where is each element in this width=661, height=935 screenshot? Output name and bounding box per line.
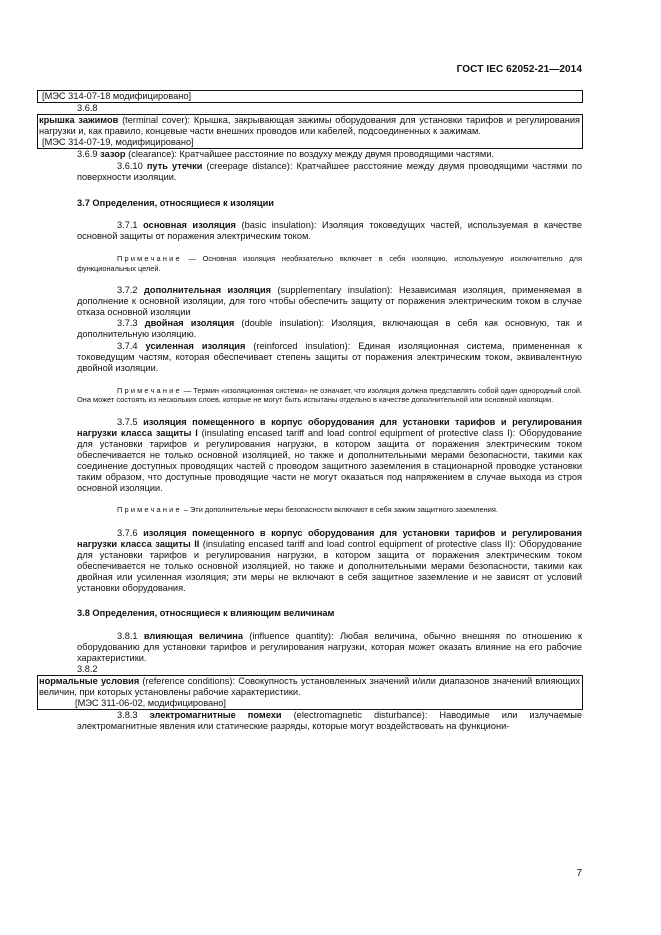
note-label: Примечание xyxy=(117,254,182,264)
definition-text: (insulating encased tariff and load control equipment of protective class II): Оборудование для установки тарифов и регулирования нагрузки, в котором защита от поражения электрическим током обеспечивается не только основной изоляцией, но также и дополнительными мерами безопасности, такими как двойная или усиленная изоляция; эти меры не включают в себя защитное заземление и не зависят от условий установки оборудования. xyxy=(77,539,582,594)
clause-number: 3.7.5 xyxy=(117,416,144,427)
definition-class-i xyxy=(77,417,582,495)
definition-electromagnetic-disturbance xyxy=(77,710,582,732)
term: дополнительная изоляция xyxy=(144,285,272,296)
clause-number: 3.7.4 xyxy=(117,340,146,351)
term: зазор xyxy=(100,149,126,160)
clause-number: 3.8.1 xyxy=(117,630,144,641)
term: нормальные условия xyxy=(39,675,140,686)
boxed-definition-terminal-cover xyxy=(37,114,583,149)
definition-creepage xyxy=(77,161,582,183)
definition-supplementary-insulation xyxy=(77,285,582,318)
term: усиленная изоляция xyxy=(145,340,246,351)
clause-number: 3.7.1 xyxy=(117,219,144,230)
boxed-definition-reference-conditions xyxy=(37,675,583,710)
term: электромагнитные помехи xyxy=(149,710,282,721)
section-heading-3-7: 3.7 Определения, относящиеся к изоляции xyxy=(77,197,274,208)
clause-number: 3.6.9 xyxy=(77,149,101,160)
definition-text: (insulating encased tariff and load control equipment of protective class I): Оборудование для установки тарифов и регулирования нагрузки, в котором защита от поражения электрическим током обеспечивается не только основной изоляцией, но также и дополнительными мерами безопасности, такими как соединение доступных проводящих частей с проводом защитного заземления в стационарной проводке установки таким образом, что доступные проводящие части не могут оказаться под напряжением в случае выхода из строя основной изоляции. xyxy=(77,427,583,494)
clause-number: 3.6.10 xyxy=(117,160,147,171)
term: крышка зажимов xyxy=(39,115,119,126)
note-text: — Основная изоляция необязательно включает в себя изоляцию, используемую исключительно для функциональных целей. xyxy=(77,254,582,273)
document-body xyxy=(39,90,583,732)
definition-text: (reference conditions): Совокупность установленных значений и/или диапазонов значений влияющих величин, при которых установлены рабочие характеристики. xyxy=(39,675,580,698)
clause-number: 3.7.6 xyxy=(117,527,144,538)
definition-text: (influence quantity): Любая величина, обычно внешняя по отношению к оборудованию для установки тарифов и регулирования нагрузки, которая может оказать влияние на его рабочие характеристики. xyxy=(77,630,582,663)
note-2 xyxy=(77,386,582,405)
definition-text: (supplementary insulation): Независимая изоляция, применяемая в дополнение к основной изоляции, для того чтобы обеспечить защиту от поражения электрическим током в случае отказа основной изоляции xyxy=(77,285,582,318)
definition-class-ii xyxy=(77,528,582,595)
definition-clearance xyxy=(77,149,582,160)
term: изоляция помещенного в корпус оборудования для установки тарифов и регулирования нагрузки класса защиты I xyxy=(77,416,582,438)
reference-text: [МЭС 311-06-02, модифицировано] xyxy=(75,698,226,709)
document-code-header: ГОСТ IEC 62052-21—2014 xyxy=(456,64,582,75)
definition-paragraph xyxy=(39,115,580,137)
page-number: 7 xyxy=(576,868,582,879)
note-text: – Эти дополнительные меры безопасности включают в себя зажим защитного заземления. xyxy=(181,505,498,515)
reference-text: [МЭС 314-07-18 модифицировано] xyxy=(42,91,192,101)
note-label: Примечание xyxy=(117,385,182,395)
definition-text: (reinforced insulation): Единая изоляционная система, примененная к токоведущим частям, которая обеспечивает степень защиты от поражения электрическим током, эквивалентную двойной изоляции. xyxy=(77,340,582,373)
term: двойная изоляция xyxy=(144,318,235,329)
term: путь утечки xyxy=(146,160,203,171)
definition-influence-quantity xyxy=(77,631,582,664)
section-heading-3-8: 3.8 Определения, относящиеся к влияющим величинам xyxy=(77,607,335,618)
definition-basic-insulation xyxy=(77,220,582,242)
clause-number: 3.8.2 xyxy=(77,663,98,674)
definition-text: (clearance): Кратчайшее расстояние по воздуху между двумя проводящими частями. xyxy=(125,149,494,160)
definition-text: (creepage distance): Кратчайшее расстояние между двумя проводящими частями по поверхности изоляции. xyxy=(77,160,582,182)
definition-paragraph xyxy=(39,676,580,698)
term: влияющая величина xyxy=(143,630,244,641)
definition-double-insulation xyxy=(77,318,582,340)
definition-text: (electromagnetic disturbance): Наводимые или излучаемые электромагнитные явления или статические разряды, которые могут воздействовать на функциони- xyxy=(77,710,582,732)
boxed-reference-1 xyxy=(37,90,583,103)
definition-text: (basic insulation): Изоляция токоведущих частей, используемая в качестве основной защиты от поражения электрическим током. xyxy=(77,219,582,241)
term: изоляция помещенного в корпус оборудования для установки тарифов и регулирования нагрузки класса защиты II xyxy=(77,527,582,550)
note-label: Примечание xyxy=(117,505,182,515)
note-3 xyxy=(77,505,582,515)
clause-number: 3.8.3 xyxy=(117,710,150,721)
clause-number: 3.7.3 xyxy=(117,318,145,329)
reference-text: [МЭС 314-07-19, модифицировано] xyxy=(42,137,194,148)
definition-text: (terminal cover): Крышка, закрывающая зажимы оборудования для установки тарифов и регулирования нагрузки и, как правило, концевые части внешних проводов или кабелей, подсоединенных к зажимам. xyxy=(39,115,580,137)
definition-reinforced-insulation xyxy=(77,341,582,374)
note-text: — Термин «изоляционная система» не означает, что изоляция должна представлять собой один однородный слой. Она может состоять из нескольких слоев, которые не могут быть испытаны отдельно в качестве дополнительной или основной изоляции. xyxy=(77,385,582,405)
clause-number: 3.7.2 xyxy=(117,285,145,296)
definition-text: (double insulation): Изоляция, включающая в себя как основную, так и дополнительную изоляцию. xyxy=(77,318,582,340)
clause-number: 3.6.8 xyxy=(77,103,98,114)
term: основная изоляция xyxy=(143,219,236,230)
note-1 xyxy=(77,254,582,273)
